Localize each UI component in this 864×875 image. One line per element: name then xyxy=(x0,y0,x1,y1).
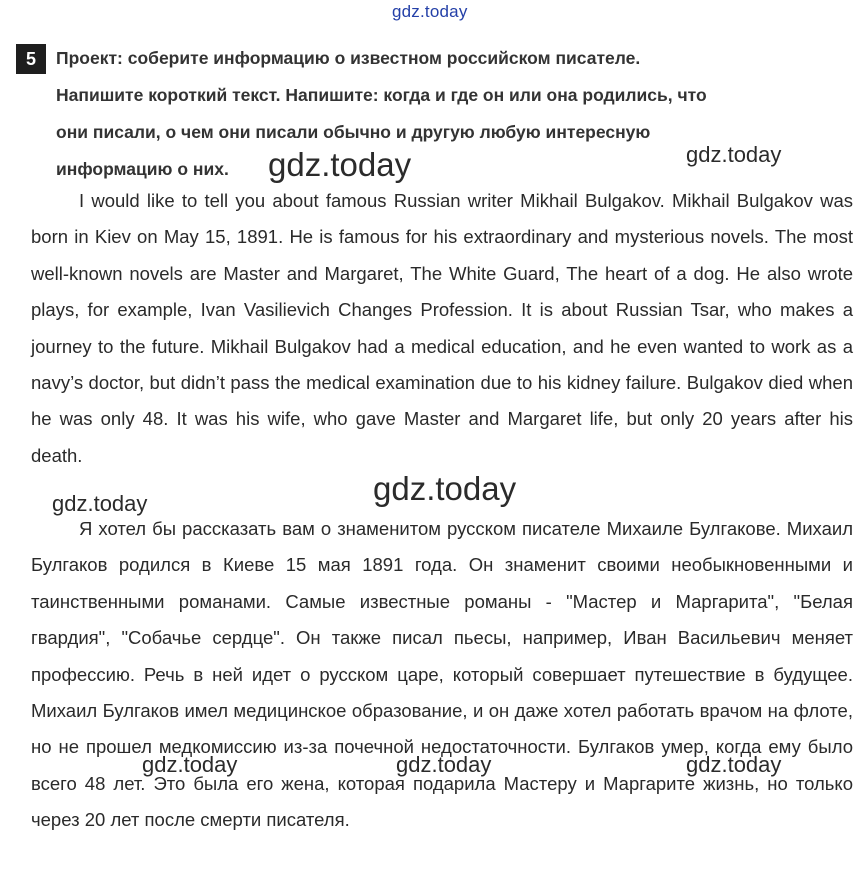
watermark: gdz.today xyxy=(686,752,782,777)
watermark: gdz.today xyxy=(142,752,238,777)
watermark: gdz.today xyxy=(686,142,782,167)
watermark: gdz.today xyxy=(373,470,517,507)
watermark: gdz.today xyxy=(268,146,412,183)
watermark: gdz.today xyxy=(396,752,492,777)
english-text: I would like to tell you about famous Russian writer Mikhail Bulgakov. Mikhail Bulgakov was born in Kiev on May 15, 1891. He is famous for his extraordinary and mysterious novels. The most well-known novels are Master and Margaret, The White Guard, The heart of a dog. He also wrote plays, for example, Ivan Vasilievich Changes Profession. It is about Russian Tsar, who makes a journey to the future. Mikhail Bulgakov had a medical education, and he even wanted to work as a navy’s doctor, but didn’t pass the medical examination due to his kidney failure. Bulgakov died when he was only 48. It was his wife, who gave Master and Margaret life, but only 20 years after his death. xyxy=(31,190,853,466)
header-watermark: gdz.today xyxy=(392,2,468,21)
russian-text: Я хотел бы рассказать вам о знаменитом русском писателе Михаиле Булгакове. Михаил Булгаков родился в Киеве 15 мая 1891 года. Он знаменит своими необыкновенными и таинственными романами. Самые известные романы - "Мастер и Маргарита", "Белая гвардия", "Собачье сердце". Он также писал пьесы, например, Иван Васильевич меняет профессию. Речь в ней идет о русском царе, который совершает путешествие в будущее. Михаил Булгаков имел медицинское образование, и он даже хотел работать врачом на флоте, но не прошел медкомиссию из-за почечной недостаточности. Булгаков умер, когда ему было всего 48 лет. Это была его жена, которая подарила Мастеру и Маргарите жизнь, но только через 20 лет после смерти писателя. xyxy=(31,518,853,831)
task-instructions: Проект: соберите информацию о известном российском писателе. Напишите короткий текст. Напишите: когда и где он или она родились, что они писали, о чем они писали обычно и другую любую интересную информацию о них. xyxy=(56,48,707,179)
task-number-badge: 5 xyxy=(16,44,46,74)
watermark: gdz.today xyxy=(52,491,148,516)
